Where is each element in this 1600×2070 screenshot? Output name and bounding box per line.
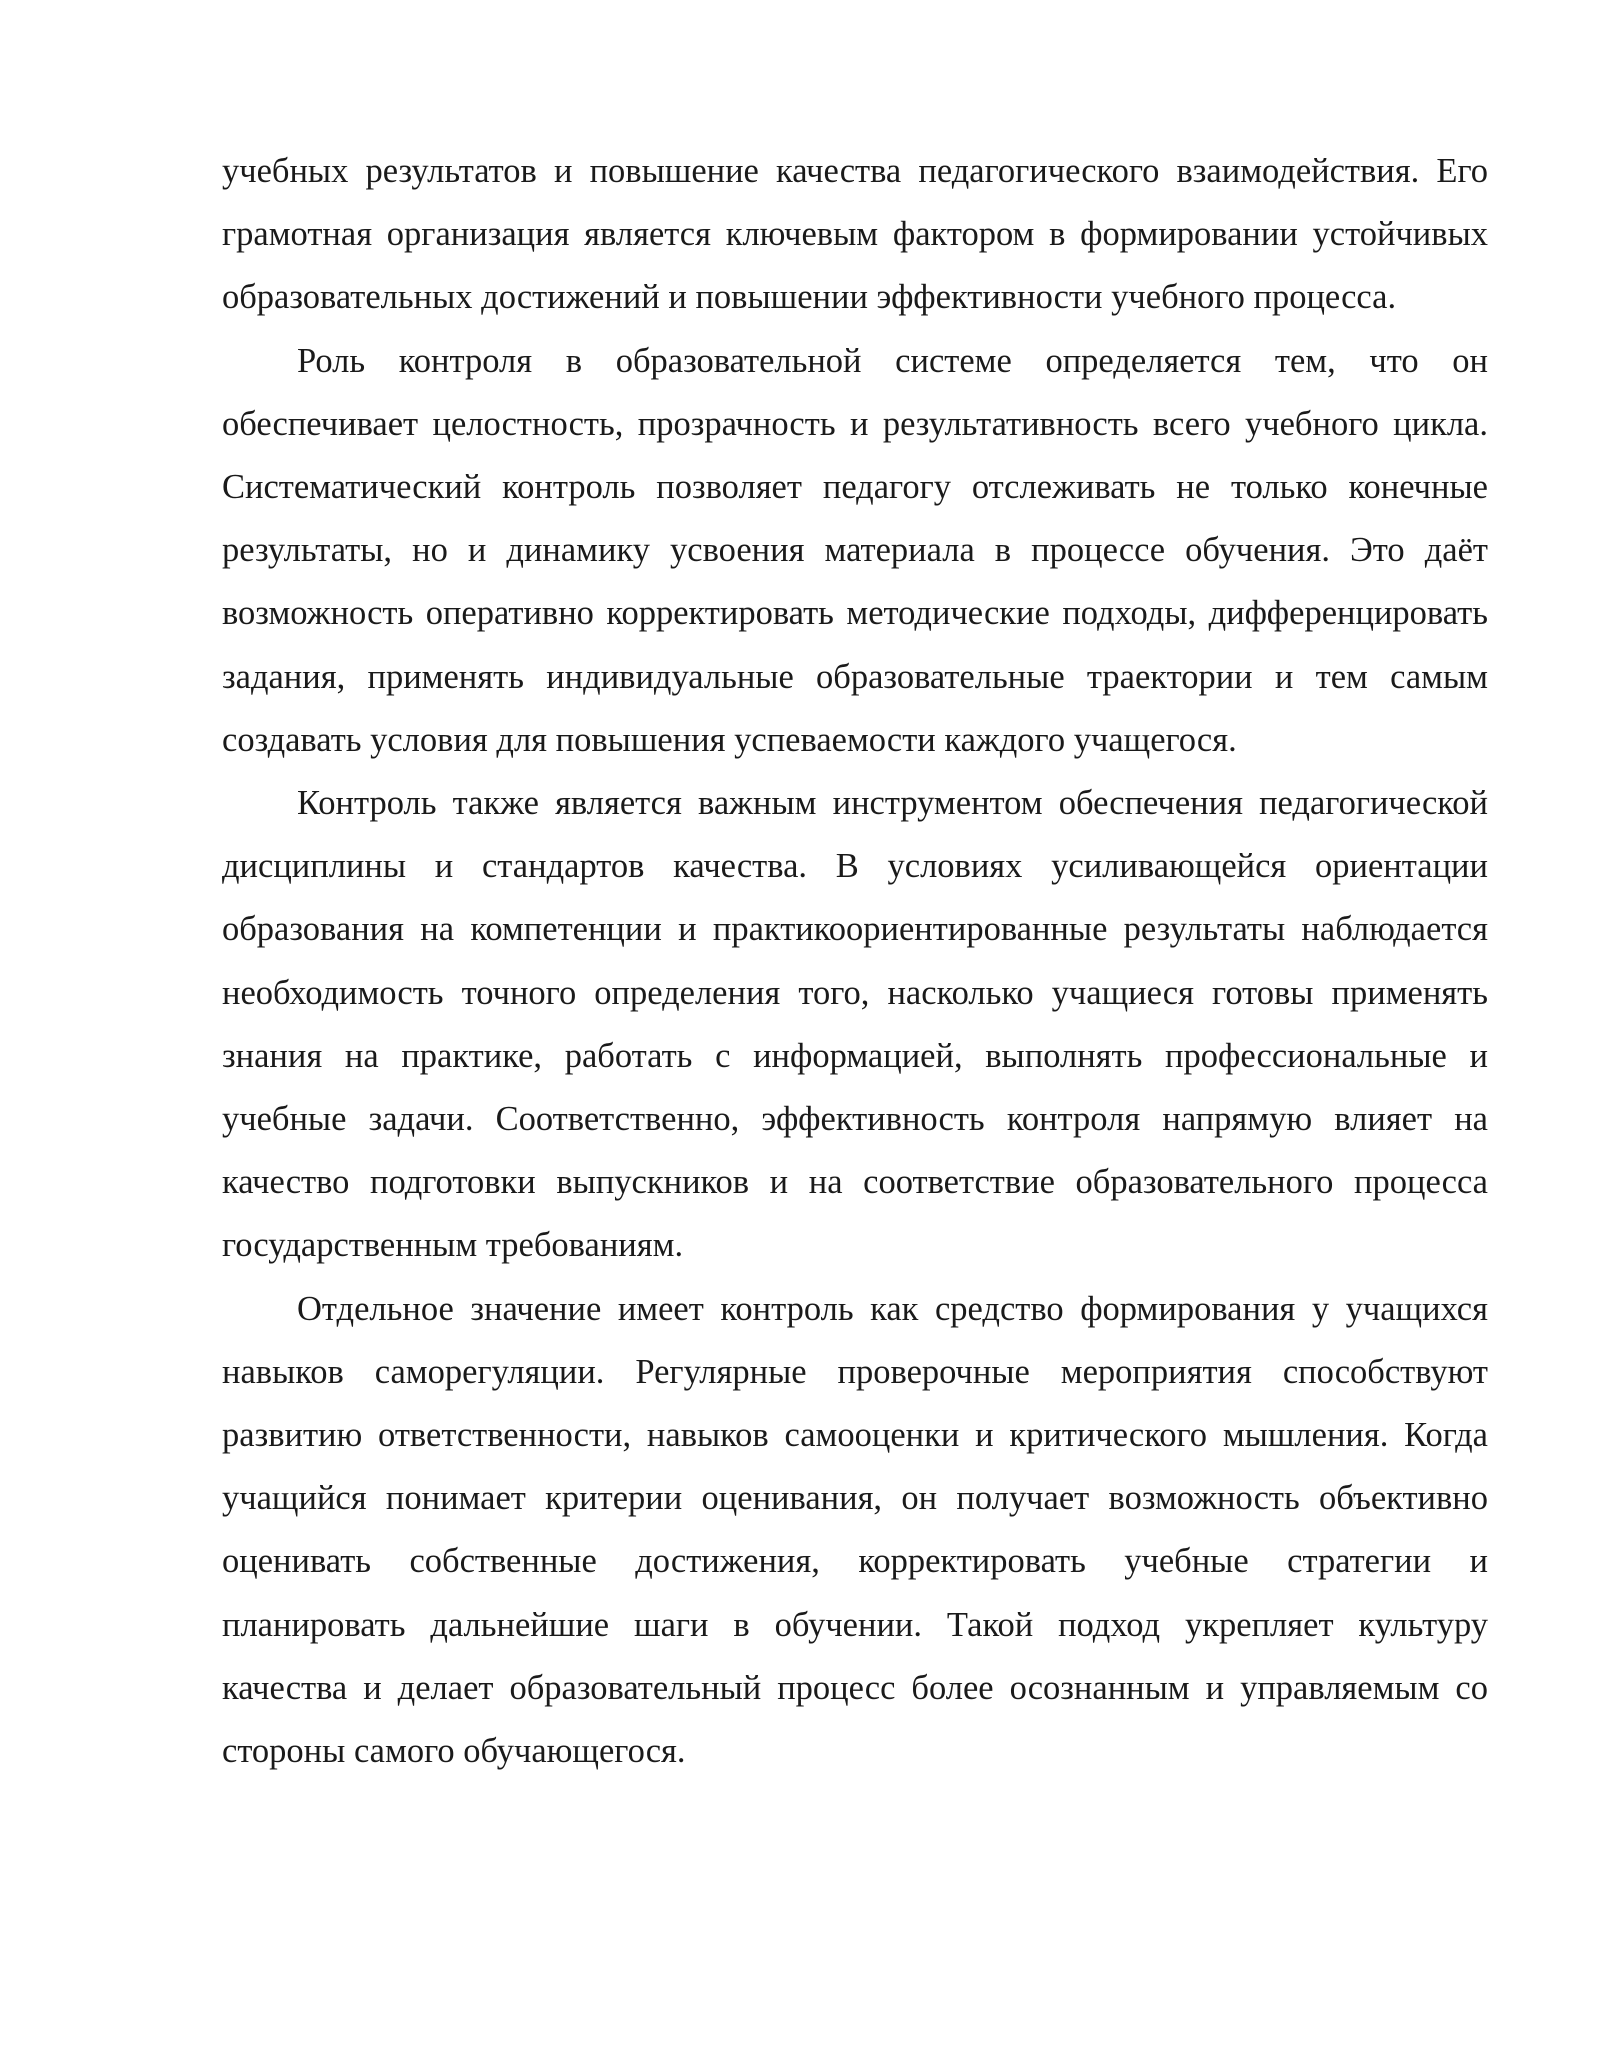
paragraph-role-of-control: Роль контроля в образовательной системе определяется тем, что он обеспечивает целостность, прозрачность и результативность всего учебного цикла. Систематический контроль позволяет педагогу отслеживать не только конечные результаты, но и динамику усвоения материала в процессе обучения. Это даёт возможность оперативно корректировать методические подходы, дифференцировать задания, применять индивидуальные образовательные траектории и тем самым создавать условия для повышения успеваемости каждого учащегося. <box>222 341 1488 759</box>
paragraph-self-regulation: Отдельное значение имеет контроль как средство формирования у учащихся навыков саморегуляции. Регулярные проверочные мероприятия способствуют развитию ответственности, навыков самооценки и критического мышления. Когда учащийся понимает критерии оценивания, он получает возможность объективно оценивать собственные достижения, корректировать учебные стратегии и планировать дальнейшие шаги в обучении. Такой подход укрепляет культуру качества и делает образовательный процесс более осознанным и управляемым со стороны самого обучающегося. <box>222 1289 1488 1771</box>
document-body <box>222 140 1488 1783</box>
paragraph-control-as-instrument: Контроль также является важным инструментом обеспечения педагогической дисциплины и стандартов качества. В условиях усиливающейся ориентации образования на компетенции и практикоориентированные результаты наблюдается необходимость точного определения того, насколько учащиеся готовы применять знания на практике, работать с информацией, выполнять профессиональные и учебные задачи. Соответственно, эффективность контроля напрямую влияет на качество подготовки выпускников и на соответствие образовательного процесса государственным требованиям. <box>222 784 1488 1265</box>
paragraph-continuation: учебных результатов и повышение качества педагогического взаимодействия. Его грамотная организация является ключевым фактором в формировании устойчивых образовательных достижений и повышении эффективности учебного процесса. <box>222 152 1488 317</box>
